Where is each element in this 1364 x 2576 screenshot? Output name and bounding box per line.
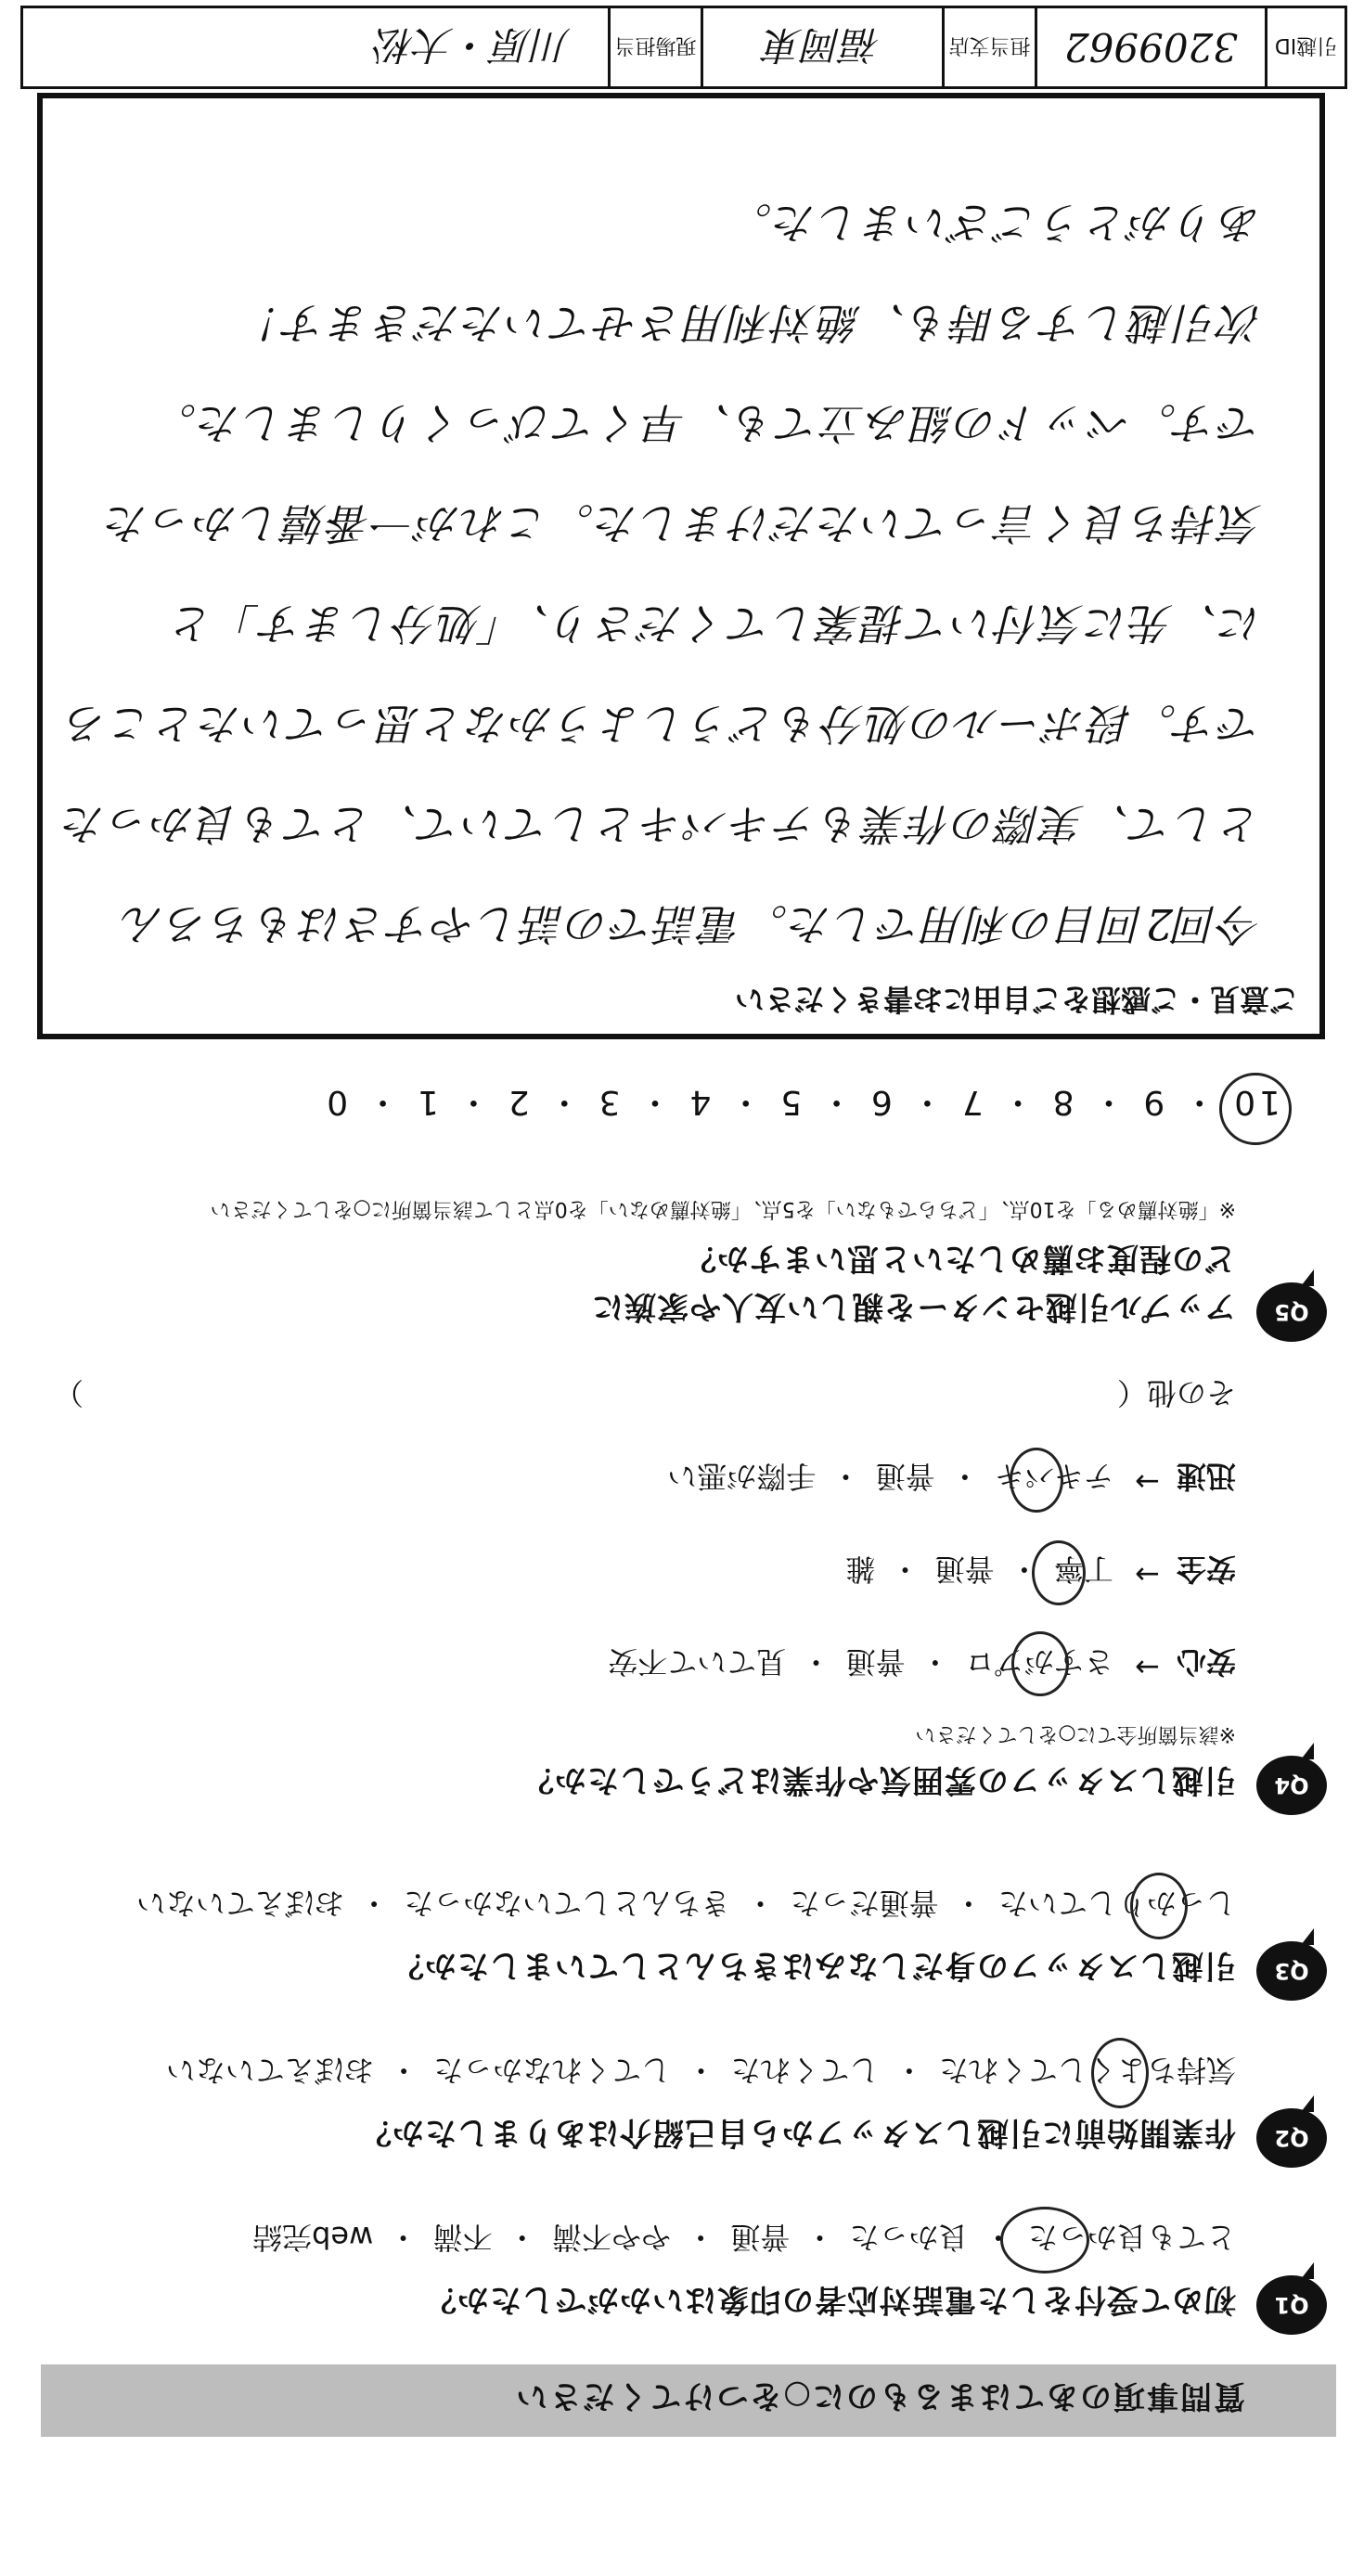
q4-jinsoku-answer-circle — [1010, 1448, 1063, 1513]
q4-note: ※該当箇所全てに○をしてください — [915, 1722, 1236, 1745]
q3-icon: Q3 — [1256, 1941, 1327, 2001]
comment-line: 気持ち良く言っていただけました。これが一番嬉しかった — [104, 498, 1262, 548]
q5-note: ※「絶対薦める」を10点、「どちらでもない」を5点、「絶対薦めない」を0点として該当箇所に○をしてください — [210, 1197, 1236, 1220]
q4-row-jinsoku-label: 迅速 — [1176, 1459, 1236, 1494]
arrow-right-icon: → — [1135, 1464, 1160, 1500]
comment-line: に、先に気付いて提案してくださり、「処分します」と — [170, 599, 1262, 649]
q2-answer-circle — [1091, 2038, 1149, 2108]
q4-anshin-answer-circle — [1011, 1631, 1069, 1696]
comment-line: ありがとうございました。 — [727, 198, 1262, 248]
q2-text: 作業開始前に引越しスタッフから自己紹介はありましたか？ — [359, 2114, 1236, 2151]
q4-row-anshin-label: 安心 — [1176, 1644, 1236, 1680]
branch-value: 福岡東 — [701, 8, 942, 86]
q5-icon: Q5 — [1256, 1282, 1327, 1342]
staff-value: 川原・大松 — [375, 22, 571, 68]
comment-line: 次引越しする時も、絶対利用させていただきます！ — [238, 298, 1262, 348]
q4-row-anshin-options: さすがプロ ・ 普通 ・ 見ていて不安 — [608, 1644, 1113, 1680]
q2-options: 気持ちよくしてくれた ・ してくれた ・ してくれなかった ・ おぼえていない — [165, 2053, 1236, 2088]
staff-label: 現場担当 — [608, 8, 701, 86]
q4-anzen-answer-circle — [1032, 1540, 1086, 1605]
q3-answer-circle — [1130, 1873, 1188, 1939]
branch-label: 担当支店 — [942, 8, 1035, 86]
arrow-right-icon: → — [1135, 1650, 1160, 1685]
comment-heading: ご意見・ご感想をご自由にお書きください — [734, 982, 1299, 1017]
q5-scale: 10 ・ 9 ・ 8 ・ 7 ・ 6 ・ 5 ・ 4 ・ 3 ・ 2 ・ 1 ・ 0 — [323, 1083, 1280, 1121]
q2-icon: Q2 — [1256, 2108, 1327, 2168]
q1-icon: Q1 — [1256, 2275, 1327, 2335]
q4-other-close: ） — [53, 1375, 84, 1410]
q4-row-anzen-options: 丁寧 ・ 普通 ・ 雑 — [845, 1552, 1113, 1587]
q5-answer-circle — [1219, 1073, 1292, 1145]
q4-row-jinsoku-options: テキパキ ・ 普通 ・ 手際が悪い — [667, 1459, 1113, 1494]
footer-id-bar — [20, 6, 1347, 89]
q4-other-label: その他（ — [1116, 1375, 1236, 1410]
q5-text: アップル引越センターを親しい友人や家族に — [591, 1288, 1236, 1325]
instruction-banner-text: 質問事項のあてはまるものに○をつけてください — [514, 2377, 1245, 2415]
q1-options: とても良かった ・ 良かった ・ 普通 ・ やや不満 ・ 不満 ・ web完結 — [252, 2220, 1236, 2255]
q1-answer-circle — [1000, 2207, 1089, 2273]
q4-row-anzen-label: 安全 — [1176, 1552, 1236, 1587]
id-value: 3209962 — [1035, 8, 1265, 86]
q4-text: 引越しスタッフの雰囲気や作業はどうでしたか？ — [521, 1761, 1236, 1798]
comment-line: 今回2回目の利用でした。電話での話しやすさはもちろん — [119, 899, 1262, 949]
q1-text: 初めて受付をした電話対応者の印象はいかがでしたか？ — [424, 2281, 1236, 2318]
q4-icon: Q4 — [1256, 1756, 1327, 1815]
q3-options: しっかりしていた ・ 普通だった ・ きちんとしていなかった ・ おぼえていない — [135, 1886, 1236, 1921]
arrow-right-icon: → — [1135, 1557, 1160, 1592]
q3-text: 引越しスタッフの身だしなみはきちんとしていましたか？ — [392, 1947, 1236, 1984]
q5-text-line2: どの程度お薦めしたいと思いますか？ — [684, 1240, 1236, 1277]
comment-line: です。ベッドの組み立ても、早くてびっくりしました。 — [151, 398, 1262, 448]
comment-line: です。段ボールの処分もどうしようかなと思っていたところ — [63, 699, 1262, 749]
id-label: 引越ID — [1265, 8, 1345, 86]
comment-line: として、実際の作業もテキパキとしていて、とても良かった — [60, 799, 1262, 849]
